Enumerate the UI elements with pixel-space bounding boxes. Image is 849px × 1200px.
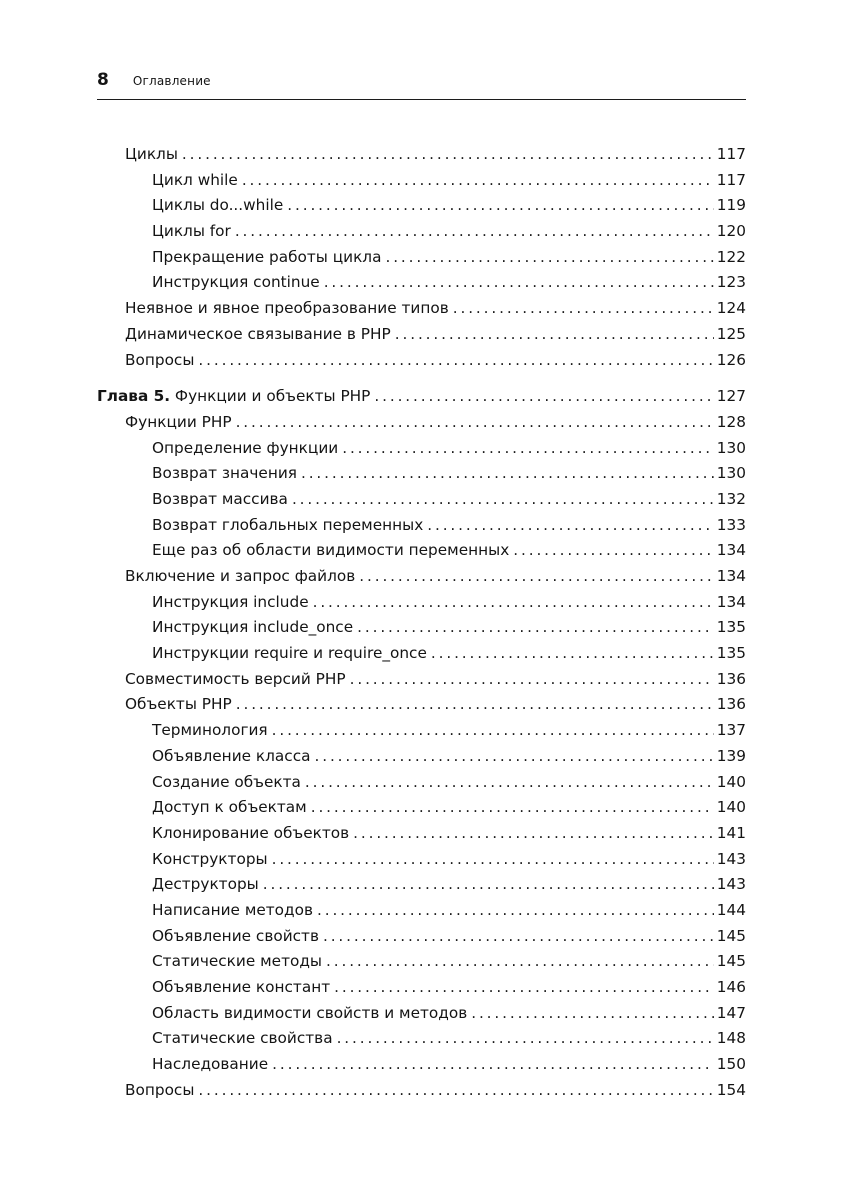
- toc-entry: [97, 1001, 746, 1027]
- toc-entry-label: Терминология: [152, 721, 268, 740]
- toc-entry-label: Возврат глобальных переменных: [152, 515, 424, 534]
- toc-entry: [97, 564, 746, 590]
- toc-entry-label: Функции PHP: [125, 412, 232, 431]
- toc-entry-label: Объявление класса: [152, 746, 311, 765]
- toc-leader-dots: [236, 692, 714, 718]
- toc-entry-label: Объекты PHP: [125, 695, 232, 714]
- toc-leader-dots: [272, 718, 714, 744]
- toc-entry-page-number: 130: [716, 438, 746, 457]
- toc-leader-dots: [453, 296, 714, 322]
- toc-leader-dots: [513, 538, 714, 564]
- toc-entry: [97, 898, 746, 924]
- toc-entry: [97, 924, 746, 950]
- toc-entry-page-number: 143: [716, 875, 746, 894]
- toc-leader-dots: [337, 1026, 714, 1052]
- toc-entry-label: Включение и запрос файлов: [125, 567, 356, 585]
- toc-entry: [97, 1078, 746, 1104]
- toc-entry: [97, 949, 746, 975]
- toc-entry-page-number: 146: [716, 978, 746, 996]
- toc-entry: [97, 718, 746, 744]
- toc-entry-page-number: 123: [716, 273, 746, 292]
- toc-entry-page-number: 135: [716, 618, 746, 637]
- toc-entry-label: Неявное и явное преобразование типов: [125, 299, 449, 318]
- toc-entry-page-number: 137: [716, 721, 746, 740]
- toc-entry: [97, 410, 746, 436]
- toc-leader-dots: [323, 924, 714, 950]
- toc-entry-label: Динамическое связывание в PHP: [125, 324, 391, 343]
- toc-leader-dots: [305, 770, 714, 796]
- toc-entry: [97, 348, 746, 374]
- toc-entry-page-number: 122: [716, 247, 746, 266]
- toc-entry: [97, 821, 746, 847]
- toc-entry-page-number: 150: [716, 1055, 746, 1074]
- toc-entry-label: Клонирование объектов: [152, 823, 350, 842]
- toc-entry-label: Инструкции require и require_once: [152, 644, 427, 663]
- toc-entry: [97, 322, 746, 348]
- toc-entry-label: Наследование: [152, 1055, 269, 1074]
- toc-entry-page-number: 117: [716, 145, 746, 163]
- toc-entry-page-number: 148: [716, 1029, 746, 1048]
- page-number: 8: [97, 70, 109, 90]
- toc-entry-page-number: 135: [716, 644, 746, 663]
- toc-leader-dots: [350, 667, 714, 693]
- toc-entry: [97, 975, 746, 1001]
- toc-leader-dots: [353, 821, 714, 847]
- toc-entry-label: Объявление констант: [152, 978, 331, 996]
- toc-entry: [97, 219, 746, 245]
- toc-leader-dots: [301, 461, 714, 487]
- toc-entry: [97, 436, 746, 462]
- toc-entry-page-number: 120: [716, 222, 746, 241]
- toc-entry: [97, 770, 746, 796]
- toc-entry-label: Совместимость версий PHP: [125, 669, 346, 688]
- running-title: Оглавление: [132, 74, 211, 88]
- toc-entry-label: Область видимости свойств и методов: [152, 1003, 468, 1022]
- toc-leader-dots: [374, 384, 713, 410]
- toc-entry-label: Инструкция continue: [152, 273, 320, 292]
- toc-entry: [97, 487, 746, 513]
- toc-entry: [97, 615, 746, 641]
- toc-entry-label: Еще раз об области видимости переменных: [152, 541, 510, 560]
- toc-entry-page-number: 139: [716, 746, 746, 765]
- toc-entry: [97, 296, 746, 322]
- toc-entry-label: Прекращение работы цикла: [152, 247, 382, 266]
- toc-entry: [97, 270, 746, 296]
- table-of-contents: [97, 142, 746, 1103]
- toc-leader-dots: [326, 949, 714, 975]
- toc-leader-dots: [385, 245, 713, 271]
- toc-leader-dots: [313, 590, 714, 616]
- toc-leader-dots: [359, 564, 714, 590]
- toc-entry-page-number: 136: [716, 669, 746, 688]
- toc-entry-page-number: 140: [716, 772, 746, 791]
- toc-entry-page-number: 144: [716, 900, 746, 919]
- toc-entry-label: Вопросы: [125, 350, 195, 369]
- toc-entry-page-number: 132: [716, 489, 746, 508]
- toc-entry-label: Определение функции: [152, 438, 339, 457]
- toc-leader-dots: [272, 847, 714, 873]
- toc-entry-page-number: 133: [716, 515, 746, 534]
- toc-entry-label: Возврат массива: [152, 489, 288, 508]
- toc-entry: [97, 538, 746, 564]
- toc-entry-page-number: 130: [716, 464, 746, 483]
- toc-leader-dots: [324, 270, 714, 296]
- toc-entry-page-number: 134: [716, 592, 746, 611]
- toc-entry: [97, 168, 746, 194]
- toc-entry-page-number: 141: [716, 823, 746, 842]
- toc-entry-label: Циклы: [125, 145, 178, 163]
- toc-leader-dots: [471, 1001, 714, 1027]
- toc-entry-page-number: 134: [716, 567, 746, 585]
- toc-entry: [97, 1026, 746, 1052]
- toc-entry-label: Возврат значения: [152, 464, 297, 483]
- toc-entry-label: Инструкция include_once: [152, 618, 354, 637]
- toc-leader-dots: [311, 795, 714, 821]
- toc-entry: [97, 142, 746, 168]
- toc-entry: [97, 744, 746, 770]
- page-header: [97, 70, 746, 90]
- toc-entry: [97, 461, 746, 487]
- toc-leader-dots: [198, 1078, 713, 1104]
- toc-entry-page-number: 136: [716, 695, 746, 714]
- toc-leader-dots: [357, 615, 714, 641]
- toc-entry-label: Конструкторы: [152, 849, 268, 868]
- toc-leader-dots: [292, 487, 714, 513]
- toc-leader-dots: [395, 322, 714, 348]
- toc-leader-dots: [263, 872, 714, 898]
- toc-entry-page-number: 145: [716, 926, 746, 945]
- toc-entry-label: Вопросы: [125, 1080, 195, 1099]
- toc-entry-label: Статические методы: [152, 952, 323, 971]
- toc-entry: [97, 193, 746, 219]
- toc-entry: [97, 795, 746, 821]
- toc-entry: [97, 513, 746, 539]
- toc-leader-dots: [334, 975, 714, 1001]
- toc-entry-label: Циклы do...while: [152, 196, 284, 215]
- toc-entry-page-number: 125: [716, 324, 746, 343]
- toc-entry-label: Деструкторы: [152, 875, 259, 894]
- toc-entry-page-number: 126: [716, 350, 746, 369]
- toc-leader-dots: [235, 219, 714, 245]
- toc-entry-label: Функции и объекты PHP: [170, 387, 371, 406]
- toc-leader-dots: [427, 513, 714, 539]
- toc-entry-chapter-prefix: Глава 5.: [97, 387, 171, 406]
- toc-entry-page-number: 128: [716, 412, 746, 431]
- toc-entry: [97, 667, 746, 693]
- toc-entry: [97, 872, 746, 898]
- toc-entry: [97, 1052, 746, 1078]
- toc-entry: [97, 692, 746, 718]
- toc-entry-label: Инструкция include: [152, 592, 309, 611]
- toc-entry-page-number: 154: [716, 1080, 746, 1099]
- toc-entry: [97, 245, 746, 271]
- header-rule: [97, 99, 746, 100]
- toc-entry-page-number: 140: [716, 798, 746, 817]
- toc-entry-page-number: 143: [716, 849, 746, 868]
- toc-leader-dots: [317, 898, 714, 924]
- toc-leader-dots: [242, 168, 714, 194]
- toc-leader-dots: [287, 193, 714, 219]
- toc-leader-dots: [236, 410, 714, 436]
- toc-leader-dots: [182, 142, 714, 168]
- toc-entry: [97, 641, 746, 667]
- toc-entry-label: Создание объекта: [152, 772, 301, 791]
- toc-leader-dots: [198, 348, 713, 374]
- toc-entry-page-number: 147: [716, 1003, 746, 1022]
- toc-entry-label: Статические свойства: [152, 1029, 333, 1048]
- toc-entry-label: Написание методов: [152, 900, 313, 919]
- toc-entry-page-number: 124: [716, 299, 746, 318]
- toc-entry-label: Цикл while: [152, 170, 238, 189]
- toc-entry-page-number: 145: [716, 952, 746, 971]
- toc-entry-label: Доступ к объектам: [152, 798, 307, 817]
- toc-entry-label: Циклы for: [152, 222, 231, 241]
- toc-entry: [97, 847, 746, 873]
- toc-entry-page-number: 117: [716, 170, 746, 189]
- toc-leader-dots: [431, 641, 714, 667]
- toc-entry-page-number: 134: [716, 541, 746, 560]
- toc-entry: [97, 590, 746, 616]
- toc-entry-page-number: 127: [716, 387, 746, 406]
- toc-leader-dots: [315, 744, 714, 770]
- toc-entry: [97, 384, 746, 410]
- toc-entry-page-number: 119: [716, 196, 746, 215]
- toc-entry-label: Объявление свойств: [152, 926, 319, 945]
- toc-leader-dots: [342, 436, 714, 462]
- toc-leader-dots: [272, 1052, 714, 1078]
